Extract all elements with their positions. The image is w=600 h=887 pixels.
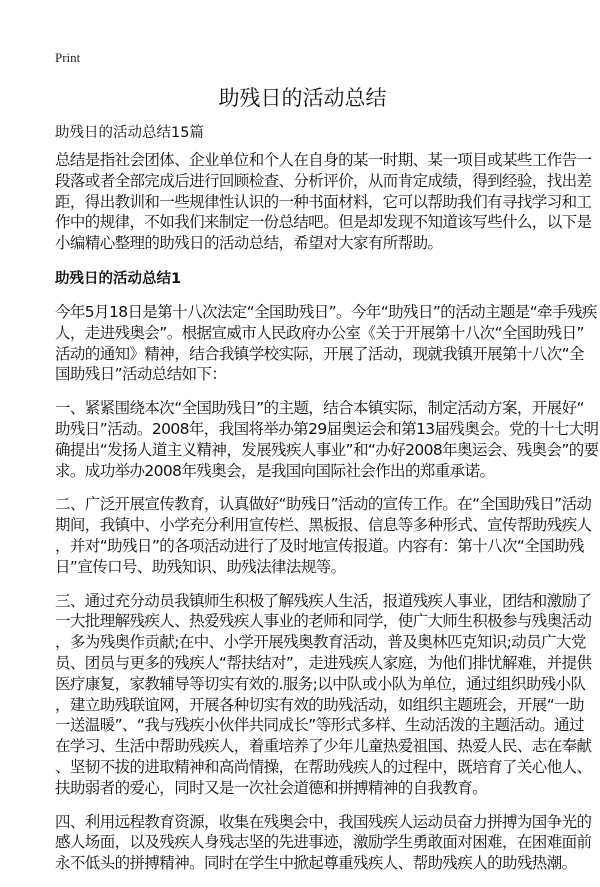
text-line: 永不低头的拼搏精神。同时在学生中掀起尊重残疾人、帮助残疾人的助残热潮。	[55, 854, 577, 873]
text-line: 求。成功举办2008年残奥会，是我国向国际社会作出的郑重承诺。	[55, 461, 495, 480]
section-heading: 助残日的活动总结1	[55, 270, 182, 287]
body-paragraph	[55, 494, 592, 577]
body-paragraph	[55, 302, 597, 385]
text-line: 段落或者全部完成后进行回顾检查、分析评价，从而肯定成绩，得到经验，找出差	[55, 171, 592, 190]
text-line: 确提出“发扬人道主义精神，发展残疾人事业”和“办好2008年奥运会、残奥会”的要	[55, 440, 599, 459]
text-line: 人，走进残奥会”。根据宣威市人民政府办公室《关于开展第十八次“全国助残日”	[55, 323, 584, 342]
intro-paragraph	[55, 150, 592, 254]
text-line: ，多为残奥作贡献;在中、小学开展残奥教育活动，普及奥林匹克知识;动员广大党	[55, 633, 586, 652]
text-line: 总结是指社会团体、企业单位和个人在自身的某一时期、某一项目或某些工作告一	[55, 151, 592, 169]
text-line: 扶助弱者的爱心，同时又是一次社会道德和拼搏精神的自我教育。	[55, 778, 488, 797]
print-link[interactable]: Print	[55, 50, 81, 65]
body-paragraph	[55, 398, 599, 481]
text-line: 三、通过充分动员我镇师生积极了解残疾人生活，报道残疾人事业，团结和激励了	[55, 591, 592, 610]
page-title: 助残日的活动总结	[218, 86, 387, 110]
text-line: 一大批理解残疾人、热爱残疾人事业的老师和同学，使广大师生积极参与残奥活动	[55, 612, 592, 631]
text-line: 四、利用远程教育资源，收集在残奥会中，我国残疾人运动员奋力拼搏为国争光的	[55, 812, 592, 831]
text-line: 医疗康复，家教辅导等切实有效的.服务;以中队或小队为单位，通过组织助残小队	[55, 674, 586, 693]
document-subtitle: 助残日的活动总结15篇	[55, 125, 204, 141]
text-line: ，建立助残联谊网，开展各种切实有效的助残活动，如组织主题班会，开展“一助	[55, 695, 584, 714]
text-line: 员、团员与更多的残疾人“帮扶结对”，走进残疾人家庭，为他们排忧解难，并提供	[55, 653, 592, 672]
text-line: 期间，我镇中、小学充分利用宣传栏、黑板报、信息等多种形式、宣传帮助残疾人	[55, 516, 592, 535]
text-line: ，并对“助残日”的各项活动进行了及时地宣传报道。内容有：第十八次“全国助残	[55, 536, 584, 555]
text-line: 国助残日”活动总结如下：	[55, 365, 227, 384]
text-line: 日”宣传口号、助残知识、助残法律法规等。	[55, 557, 346, 576]
text-line: 距，得出教训和一些规律性认识的一种书面材料，它可以帮助我们有寻找学习和工	[55, 192, 592, 211]
text-line: 小编精心整理的助残日的活动总结，希望对大家有所帮助。	[55, 234, 443, 253]
document-body	[55, 150, 599, 887]
text-line: 在学习、生活中帮助残疾人，着重培养了少年儿童热爱祖国、热爱人民、志在奉献	[55, 737, 592, 756]
body-paragraphs	[55, 302, 599, 874]
text-line: 作中的规律，不如我们来制定一份总结吧。但是却发现不知道该写些什么，以下是	[55, 213, 592, 232]
text-line: 二、广泛开展宣传教育，认真做好“助残日”活动的宣传工作。在“全国助残日”活动	[55, 495, 592, 514]
text-line: 活动的通知》精神，结合我镇学校实际，开展了活动，现就我镇开展第十八次“全	[55, 344, 584, 363]
text-line: 、坚韧不拔的进取精神和高尚情操，在帮助残疾人的过程中，既培育了关心他人、	[55, 757, 592, 776]
text-line: 今年5月18日是第十八次法定“全国助残日”。今年“助残日”的活动主题是“牵手残疾	[55, 302, 597, 321]
body-paragraph	[55, 812, 592, 874]
text-line: 一、紧紧围绕本次“全国助残日”的主题，结合本镇实际，制定活动方案，开展好“	[55, 399, 584, 418]
body-paragraph	[55, 591, 592, 799]
text-line: 一送温暖”、“我与残疾小伙伴共同成长”等形式多样、生动活泼的主题活动。通过	[55, 716, 584, 735]
text-line: 感人场面，以及残疾人身残志坚的先进事迹，激励学生勇敢面对困难，在困难面前	[55, 833, 592, 852]
text-line: 助残日”活动。2008年，我国将举办第29届奥运会和第13届残奥会。党的十七大明	[55, 419, 599, 438]
